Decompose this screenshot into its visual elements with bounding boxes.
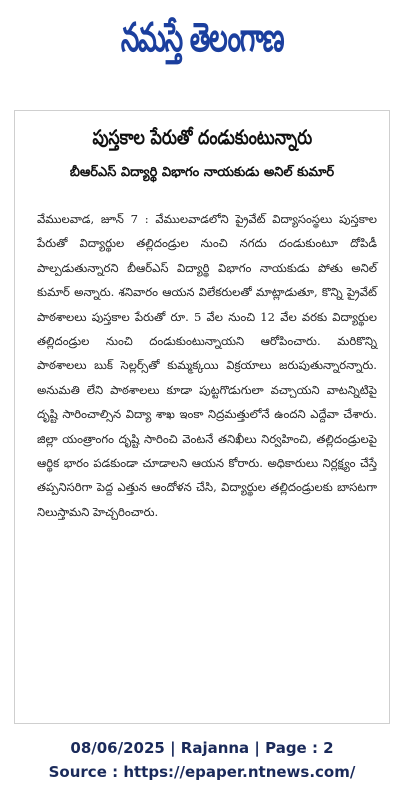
news-clipping: [14, 110, 390, 724]
article-headline: [15, 125, 389, 154]
clipping-footer: [0, 736, 404, 784]
newspaper-masthead: [6, 6, 398, 70]
article-body: వేములవాడ, జూన్ 7 : వేములవాడలోని ప్రైవేట్ విద్యాసంస్థలు పుస్తకాల పేరుతో విద్యార్థుల తల్లిదండ్రుల నుంచి నగదు దండుకుంటూ దోపిడీ పాల్పడుతున్నారని బీఆర్ఎస్ విద్యార్థి విభాగం నాయకుడు పోతు అనిల్ కుమార్ అన్నారు. శనివారం ఆయన విలేకరులతో మాట్లాడుతూ, కొన్ని ప్రైవేట్ పాఠశాలలు పుస్తకాల పేరుతో రూ. 5 వేల నుంచి 12 వేల వరకు విద్యార్థుల తల్లిదండ్రుల నుంచి దండుకుంటున్నాయని ఆరోపించారు. మరికొన్ని పాఠశాలలు బుక్ సెల్లర్స్‌తో కుమ్మక్కయి విక్రయాలు జరుపుతున్నారన్నారు. అనుమతి లేని పాఠశాలలు కూడా పుట్టగొడుగులా వచ్చాయని వాటన్నిటిపై దృష్టి సారించాల్సిన విద్యా శాఖ ఇంకా నిద్రమత్తులోనే ఉందని ఎద్దేవా చేశారు. జిల్లా యంత్రాంగం దృష్టి సారించి వెంటనే తనిఖీలు నిర్వహించి, తల్లిదండ్రులపై ఆర్థిక భారం పడకుండా చూడాలని ఆయన కోరారు. అధికారులు నిర్లక్ష్యం చేస్తే తప్పనిసరిగా పెద్ద ఎత్తున ఆందోళన చేసి, విద్యార్థుల తల్లిదండ్రులకు బాసటగా నిలుస్తామని హెచ్చరించారు.: [37, 212, 377, 519]
headline-text: పుస్తకాల పేరుతో దండుకుంటున్నారు: [92, 125, 312, 149]
masthead-title: నమస్తే తెలంగాణ: [120, 15, 284, 61]
edition-info: 08/06/2025 | Rajanna | Page : 2: [70, 739, 334, 757]
source-link[interactable]: Source : https://epaper.ntnews.com/: [48, 763, 356, 781]
article-subheadline: బీఆర్ఎస్ విద్యార్థి విభాగం నాయకుడు అనిల్ కుమార్: [69, 165, 335, 180]
